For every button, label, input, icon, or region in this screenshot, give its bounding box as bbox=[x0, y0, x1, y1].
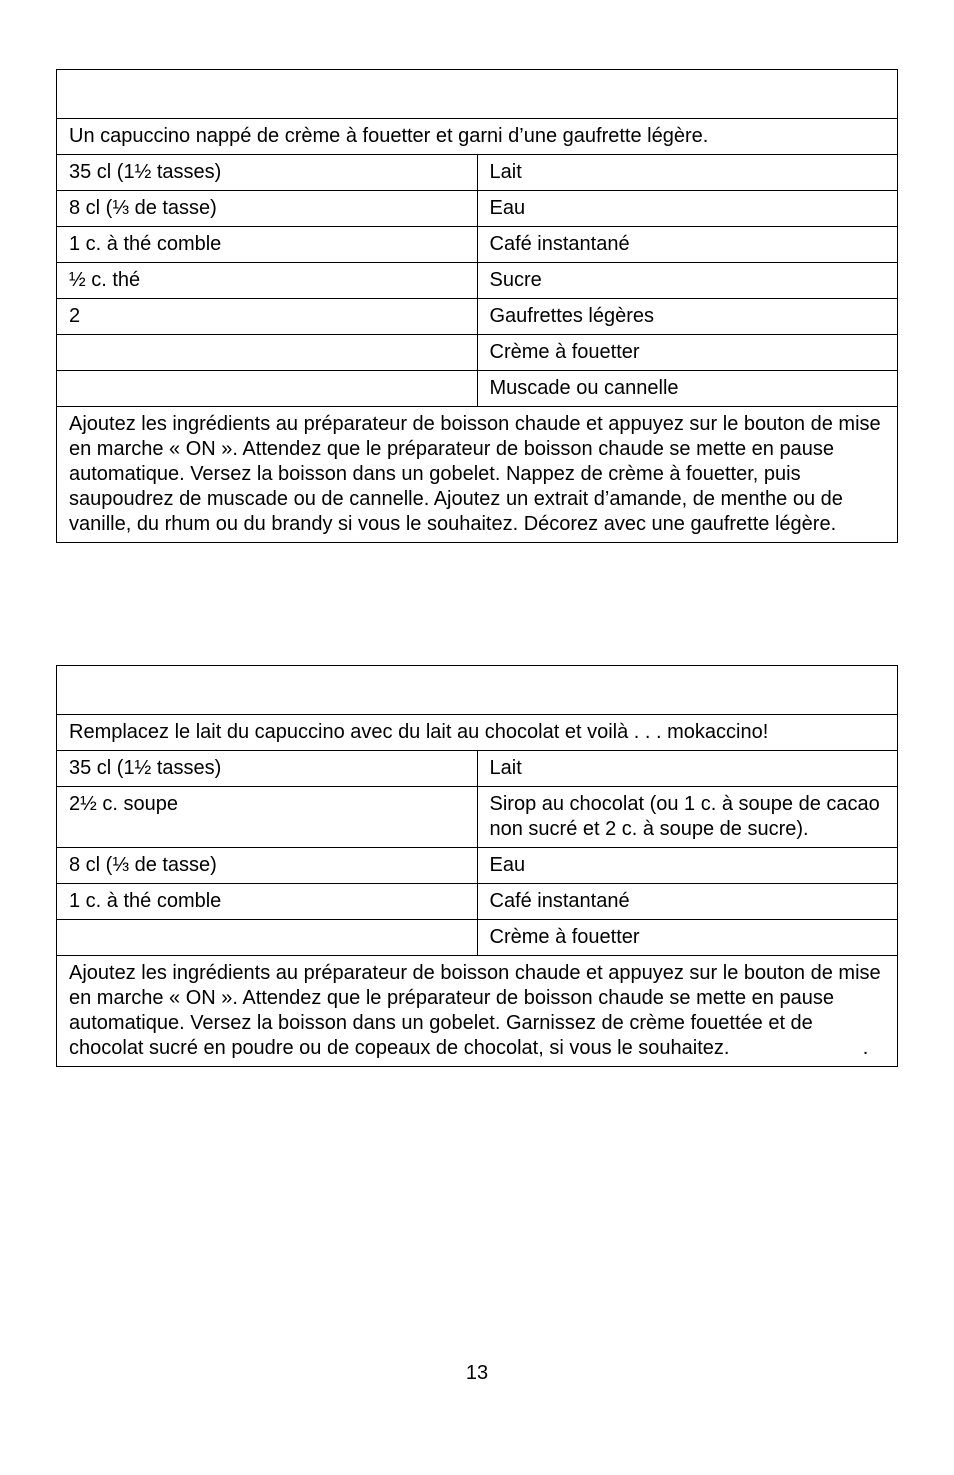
ingredient-quantity bbox=[57, 335, 478, 371]
ingredient-name: Sucre bbox=[477, 263, 898, 299]
ingredient-row bbox=[57, 335, 898, 371]
ingredient-quantity bbox=[57, 371, 478, 407]
recipe-title-row bbox=[57, 666, 898, 715]
ingredient-name: Muscade ou cannelle bbox=[477, 371, 898, 407]
ingredient-row bbox=[57, 751, 898, 787]
ingredient-name: Gaufrettes légères bbox=[477, 299, 898, 335]
ingredient-quantity: 2½ c. soupe bbox=[57, 787, 478, 848]
ingredient-quantity: 35 cl (1½ tasses) bbox=[57, 751, 478, 787]
recipe-instructions: Ajoutez les ingrédients au préparateur de boisson chaude et appuyez sur le bouton de mise en marche « ON ». Attendez que le préparateur de boisson chaude se mette en pause automatique. Versez la boisson dans un gobelet. Garnissez de crème fouettée et de chocolat sucré en poudre ou de copeaux de chocolat, si vous le souhaitez. . bbox=[57, 956, 898, 1067]
ingredient-quantity: 2 bbox=[57, 299, 478, 335]
ingredient-row bbox=[57, 371, 898, 407]
ingredient-name: Café instantané bbox=[477, 884, 898, 920]
ingredient-name: Crème à fouetter bbox=[477, 335, 898, 371]
ingredient-row bbox=[57, 848, 898, 884]
recipe-instructions-row bbox=[57, 407, 898, 543]
recipe-instructions-row bbox=[57, 956, 898, 1067]
page-number: 13 bbox=[465, 1362, 489, 1384]
ingredient-name: Crème à fouetter bbox=[477, 920, 898, 956]
ingredient-name: Eau bbox=[477, 848, 898, 884]
recipe-description: Remplacez le lait du capuccino avec du lait au chocolat et voilà . . . mokaccino! bbox=[57, 715, 898, 751]
ingredient-row bbox=[57, 191, 898, 227]
ingredient-quantity: 35 cl (1½ tasses) bbox=[57, 155, 478, 191]
ingredient-name: Eau bbox=[477, 191, 898, 227]
ingredient-quantity: ½ c. thé bbox=[57, 263, 478, 299]
ingredient-quantity: 1 c. à thé comble bbox=[57, 227, 478, 263]
ingredient-name: Lait bbox=[477, 751, 898, 787]
ingredient-quantity bbox=[57, 920, 478, 956]
recipe-table bbox=[56, 69, 898, 543]
ingredient-row bbox=[57, 155, 898, 191]
ingredient-row bbox=[57, 884, 898, 920]
recipe-description-row bbox=[57, 715, 898, 751]
ingredient-row bbox=[57, 787, 898, 848]
recipe-title bbox=[57, 70, 898, 119]
ingredient-quantity: 1 c. à thé comble bbox=[57, 884, 478, 920]
recipe-title bbox=[57, 666, 898, 715]
ingredient-quantity: 8 cl (⅓ de tasse) bbox=[57, 848, 478, 884]
ingredient-row bbox=[57, 920, 898, 956]
ingredient-row bbox=[57, 263, 898, 299]
recipe-instructions: Ajoutez les ingrédients au préparateur de boisson chaude et appuyez sur le bouton de mise en marche « ON ». Attendez que le préparateur de boisson chaude se mette en pause automatique. Versez la boisson dans un gobelet. Nappez de crème à fouetter, puis saupoudrez de muscade ou de cannelle. Ajoutez un extrait d’amande, de menthe ou de vanille, du rhum ou du brandy si vous le souhaitez. Décorez avec une gaufrette légère. bbox=[57, 407, 898, 543]
ingredient-row bbox=[57, 227, 898, 263]
ingredient-row bbox=[57, 299, 898, 335]
recipe-title-row bbox=[57, 70, 898, 119]
ingredient-name: Café instantané bbox=[477, 227, 898, 263]
ingredient-quantity: 8 cl (⅓ de tasse) bbox=[57, 191, 478, 227]
ingredient-name: Lait bbox=[477, 155, 898, 191]
ingredient-name: Sirop au chocolat (ou 1 c. à soupe de cacao non sucré et 2 c. à soupe de sucre). bbox=[477, 787, 898, 848]
recipe-description-row bbox=[57, 119, 898, 155]
recipe-table bbox=[56, 665, 898, 1067]
recipe-description: Un capuccino nappé de crème à fouetter et garni d’une gaufrette légère. bbox=[57, 119, 898, 155]
